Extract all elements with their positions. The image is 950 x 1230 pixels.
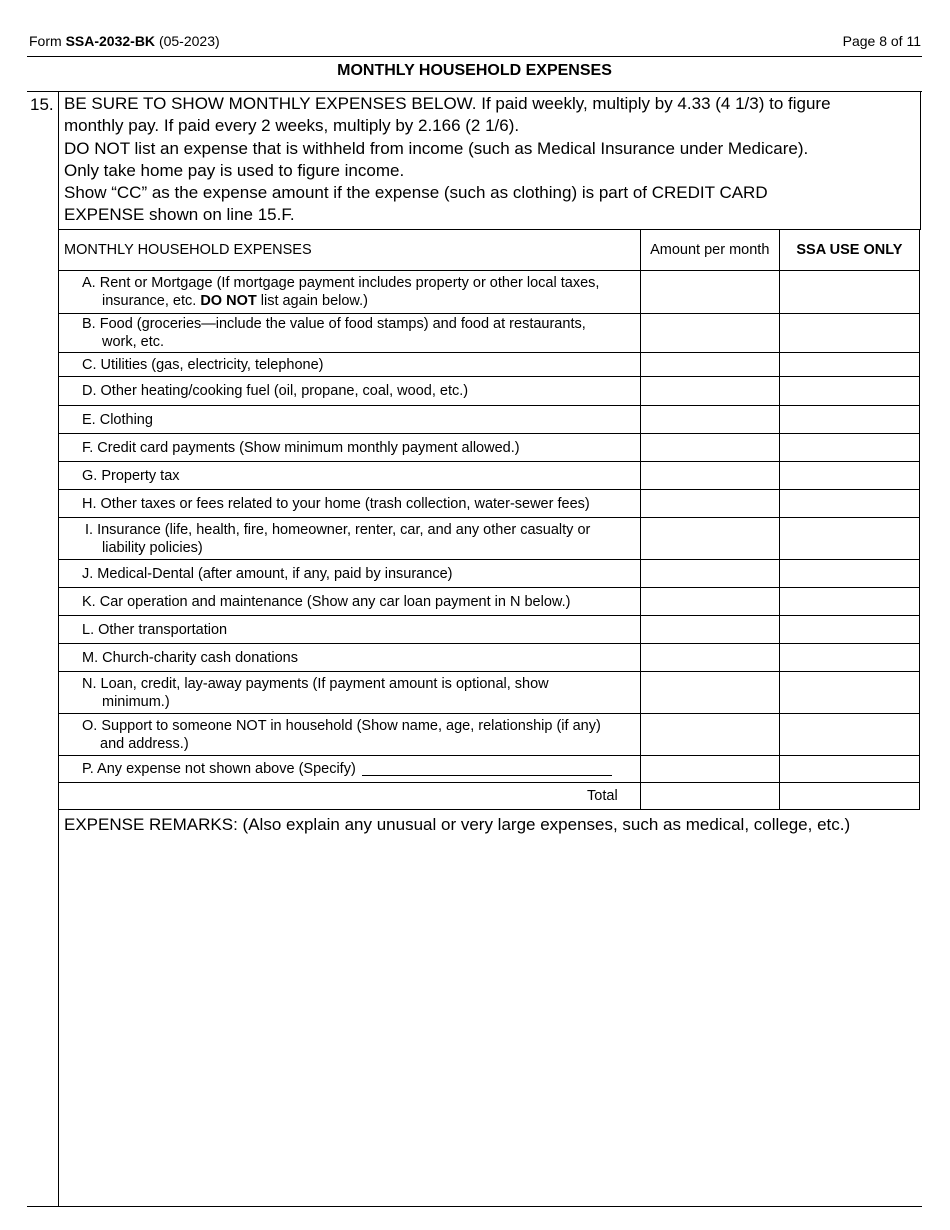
page-title: MONTHLY HOUSEHOLD EXPENSES: [337, 62, 612, 79]
amount-input-loans[interactable]: [640, 672, 779, 714]
amount-input-donations[interactable]: [640, 644, 779, 672]
amount-input-insurance[interactable]: [640, 518, 779, 560]
table-row: [59, 271, 920, 314]
instruction-line: Show “CC” as the expense amount if the expense (such as clothing) is part of CREDIT CARD: [64, 183, 768, 203]
instruction-line: Only take home pay is used to figure income.: [64, 160, 405, 180]
instruction-line: DO NOT list an expense that is withheld from income (such as Medical Insurance under Medicare).: [64, 138, 809, 158]
table-row: [59, 560, 920, 588]
right-border: [920, 91, 921, 230]
header-divider: [27, 56, 922, 57]
form-date: (05-2023): [158, 33, 220, 49]
expense-remarks-field[interactable]: [60, 840, 920, 1202]
table-row: [59, 518, 920, 560]
row-label-medical-dental: J. Medical-Dental (after amount, if any, paid by insurance): [59, 560, 641, 588]
item-number: 15.: [30, 95, 54, 114]
table-row: [59, 462, 920, 490]
amount-input-food[interactable]: [640, 314, 779, 353]
expenses-table: [58, 229, 920, 810]
total-label: Total: [59, 783, 641, 810]
table-row: [59, 644, 920, 672]
row-label-clothing: E. Clothing: [59, 406, 641, 434]
ssa-use-cell: [779, 314, 919, 353]
amount-column-header: Amount per month: [640, 230, 779, 271]
row-label-insurance: I. Insurance (life, health, fire, homeowner, renter, car, and any other casualty or liability policies): [59, 518, 641, 560]
table-row: [59, 756, 920, 783]
table-row: [59, 353, 920, 377]
table-row: [59, 616, 920, 644]
ssa-use-cell: [779, 644, 919, 672]
row-label-other-taxes: H. Other taxes or fees related to your home (trash collection, water-sewer fees): [59, 490, 641, 518]
ssa-use-cell: [779, 560, 919, 588]
instruction-line: BE SURE TO SHOW MONTHLY EXPENSES BELOW. If paid weekly, multiply by 4.33 (4 1/3) to figure: [64, 94, 831, 113]
ssa-use-cell: [779, 490, 919, 518]
bottom-divider: [27, 1206, 922, 1207]
row-label-donations: M. Church-charity cash donations: [59, 644, 641, 672]
ssa-use-cell: [779, 353, 919, 377]
row-label-rent: A. Rent or Mortgage (If mortgage payment includes property or other local taxes, insurance, etc. DO NOT list again below.): [59, 271, 641, 314]
amount-input-support[interactable]: [640, 714, 779, 756]
row-label-other-transportation: L. Other transportation: [59, 616, 641, 644]
ssa-use-cell: [779, 714, 919, 756]
instruction-line: EXPENSE shown on line 15.F.: [64, 205, 295, 225]
title-divider: [27, 91, 922, 92]
row-label-utilities: C. Utilities (gas, electricity, telephone): [59, 353, 641, 377]
ssa-use-cell: [779, 271, 919, 314]
row-label-car-operation: K. Car operation and maintenance (Show any car loan payment in N below.): [59, 588, 641, 616]
row-label-other-expense: P. Any expense not shown above (Specify): [59, 756, 641, 783]
amount-input-clothing[interactable]: [640, 406, 779, 434]
ssa-use-cell: [779, 783, 919, 810]
row-label-food: B. Food (groceries—include the value of food stamps) and food at restaurants, work, etc.: [59, 314, 641, 353]
row-label-support: O. Support to someone NOT in household (Show name, age, relationship (if any) and address.): [59, 714, 641, 756]
table-row: [59, 377, 920, 406]
row-label-loans: N. Loan, credit, lay-away payments (If payment amount is optional, show minimum.): [59, 672, 641, 714]
amount-input-total[interactable]: [640, 783, 779, 810]
total-row: [59, 783, 920, 810]
page-number: Page 8 of 11: [842, 33, 921, 49]
ssa-use-column-header: SSA USE ONLY: [779, 230, 919, 271]
amount-input-rent[interactable]: [640, 271, 779, 314]
table-row: [59, 672, 920, 714]
amount-input-other-expense[interactable]: [640, 756, 779, 783]
row-label-heating-fuel: D. Other heating/cooking fuel (oil, propane, coal, wood, etc.): [59, 377, 641, 406]
ssa-use-cell: [779, 377, 919, 406]
table-row: [59, 434, 920, 462]
instruction-line: monthly pay. If paid every 2 weeks, multiply by 2.166 (2 1/6).: [64, 116, 520, 136]
ssa-use-cell: [779, 588, 919, 616]
ssa-use-cell: [779, 462, 919, 490]
ssa-use-cell: [779, 672, 919, 714]
table-row: [59, 490, 920, 518]
amount-input-property-tax[interactable]: [640, 462, 779, 490]
specify-input[interactable]: [362, 761, 612, 776]
ssa-use-cell: [779, 518, 919, 560]
form-prefix: Form: [29, 33, 62, 49]
row-label-credit-card: F. Credit card payments (Show minimum monthly payment allowed.): [59, 434, 641, 462]
table-row: [59, 588, 920, 616]
form-identifier: [29, 33, 220, 49]
ssa-use-cell: [779, 756, 919, 783]
instructions: [64, 93, 920, 227]
expense-remarks-label: EXPENSE REMARKS: (Also explain any unusual or very large expenses, such as medical, college, etc.): [64, 815, 851, 834]
amount-input-credit-card[interactable]: [640, 434, 779, 462]
ssa-use-cell: [779, 616, 919, 644]
amount-input-heating-fuel[interactable]: [640, 377, 779, 406]
ssa-use-cell: [779, 406, 919, 434]
amount-input-utilities[interactable]: [640, 353, 779, 377]
table-header-row: [59, 230, 920, 271]
amount-input-other-taxes[interactable]: [640, 490, 779, 518]
table-row: [59, 314, 920, 353]
table-row: [59, 406, 920, 434]
amount-input-car-operation[interactable]: [640, 588, 779, 616]
expenses-column-header: MONTHLY HOUSEHOLD EXPENSES: [59, 230, 641, 271]
amount-input-medical-dental[interactable]: [640, 560, 779, 588]
amount-input-other-transportation[interactable]: [640, 616, 779, 644]
ssa-use-cell: [779, 434, 919, 462]
table-row: [59, 714, 920, 756]
form-number: SSA-2032-BK: [65, 33, 156, 49]
row-label-property-tax: G. Property tax: [59, 462, 641, 490]
